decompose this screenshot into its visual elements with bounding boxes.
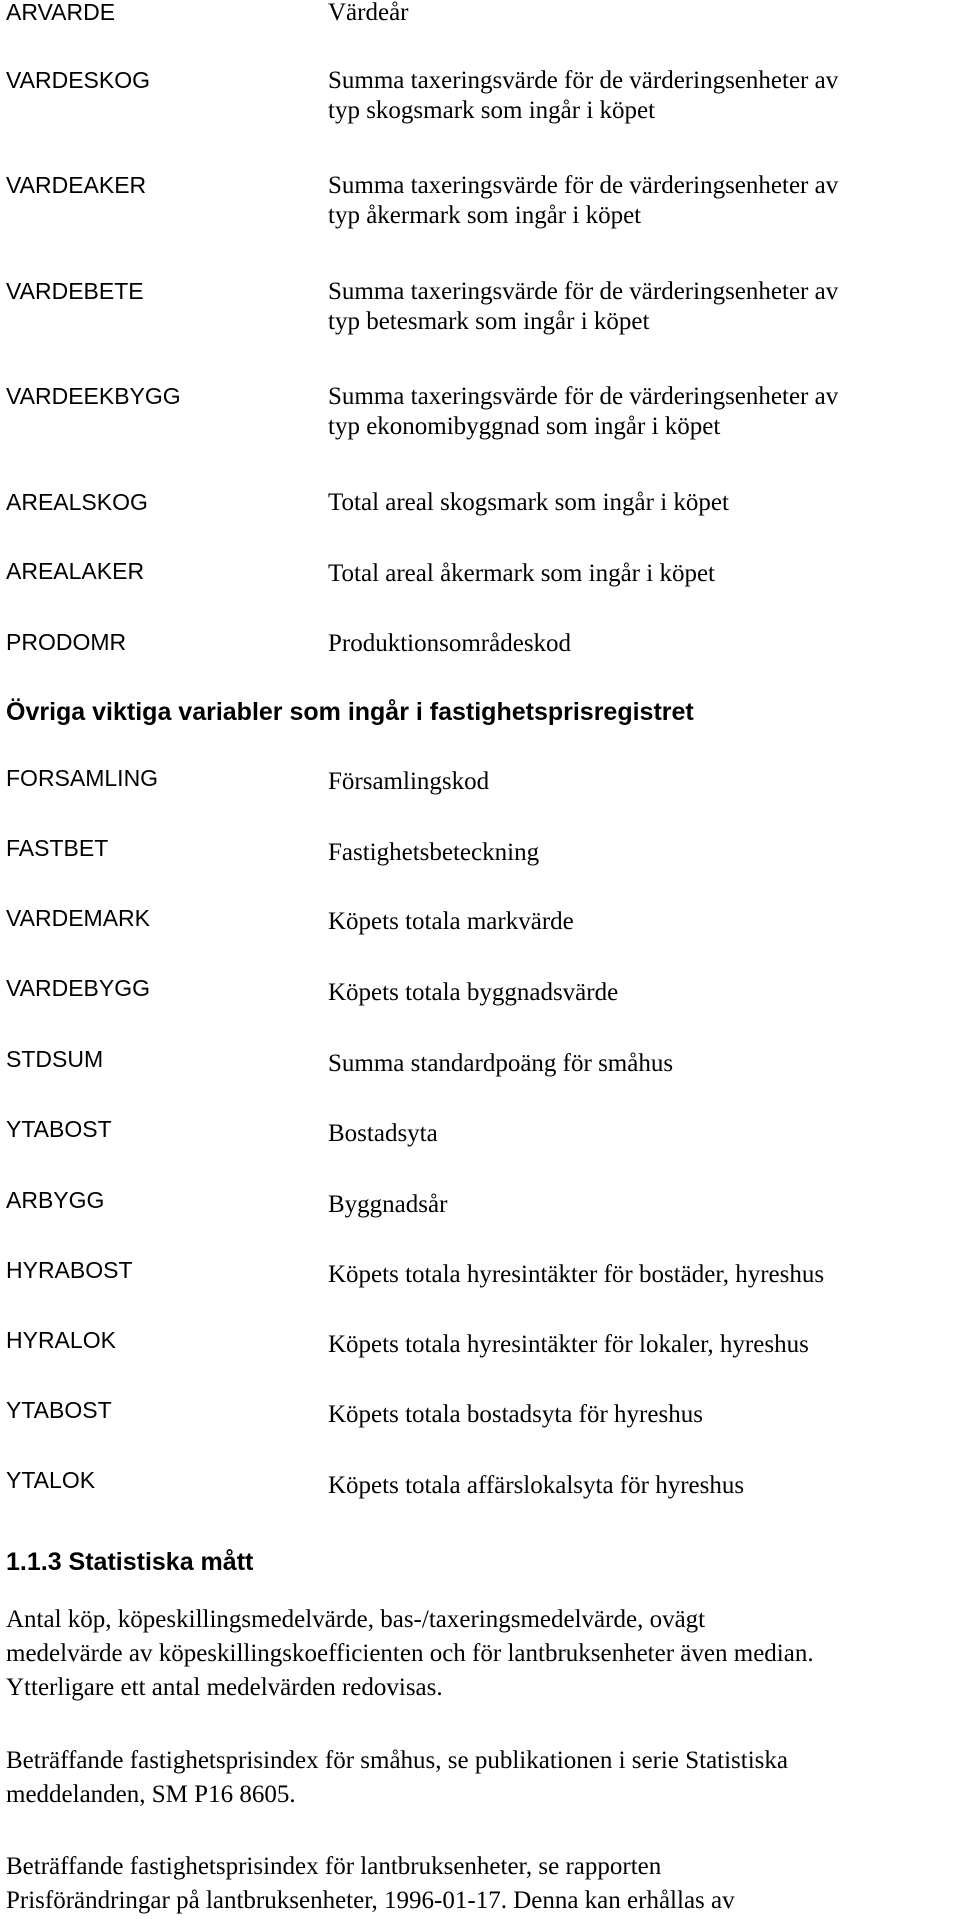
description-line: typ åkermark som ingår i köpet bbox=[328, 202, 642, 229]
variable-description: Köpets totala hyresintäkter för bostäder, hyreshus bbox=[328, 1261, 825, 1288]
variable-description bbox=[328, 488, 948, 518]
variable-code: HYRALOK bbox=[6, 1327, 116, 1353]
description-line: Summa taxeringsvärde för de värderingsenheter av bbox=[328, 278, 839, 305]
paragraph-line: Antal köp, köpeskillingsmedelvärde, bas-/taxeringsmedelvärde, ovägt bbox=[6, 1606, 706, 1633]
variable-code: VARDEBYGG bbox=[6, 975, 150, 1001]
variable-description bbox=[328, 382, 948, 442]
variable-code: YTALOK bbox=[6, 1467, 96, 1493]
variable-code: FORSAMLING bbox=[6, 765, 159, 791]
variable-code: YTABOST bbox=[6, 1397, 112, 1423]
variable-description bbox=[328, 559, 948, 589]
variable-description: Köpets totala bostadsyta för hyreshus bbox=[328, 1401, 703, 1428]
variable-description bbox=[328, 277, 948, 337]
paragraph bbox=[6, 1744, 956, 1812]
variable-code: PRODOMR bbox=[6, 629, 127, 655]
description-line: Summa taxeringsvärde för de värderingsenheter av bbox=[328, 172, 839, 199]
description-line: typ betesmark som ingår i köpet bbox=[328, 308, 650, 335]
paragraph-line: Beträffande fastighetsprisindex för lantbruksenheter, se rapporten bbox=[6, 1853, 662, 1880]
variable-description bbox=[328, 171, 948, 231]
variable-description: Församlingskod bbox=[328, 768, 490, 795]
description-line: Summa taxeringsvärde för de värderingsenheter av bbox=[328, 383, 839, 410]
variable-description bbox=[328, 0, 948, 28]
variable-code: YTABOST bbox=[6, 1116, 112, 1142]
description-line: Total areal skogsmark som ingår i köpet bbox=[328, 489, 729, 516]
paragraph bbox=[6, 1850, 956, 1918]
variable-code: VARDEMARK bbox=[6, 905, 150, 931]
variable-description: Byggnadsår bbox=[328, 1191, 448, 1218]
variable-code: AREALSKOG bbox=[6, 489, 148, 515]
variable-code: FASTBET bbox=[6, 835, 109, 861]
paragraph-line: meddelanden, SM P16 8605. bbox=[6, 1781, 296, 1808]
variable-description: Summa standardpoäng för småhus bbox=[328, 1050, 674, 1077]
variable-code: VARDEBETE bbox=[6, 278, 144, 304]
variable-description: Köpets totala hyresintäkter för lokaler, hyreshus bbox=[328, 1331, 809, 1358]
variable-code: HYRABOST bbox=[6, 1257, 133, 1283]
variable-code: STDSUM bbox=[6, 1046, 104, 1072]
variable-description: Köpets totala affärslokalsyta för hyreshus bbox=[328, 1472, 745, 1499]
variable-description bbox=[328, 66, 948, 126]
variable-description: Bostadsyta bbox=[328, 1120, 438, 1147]
description-line: Total areal åkermark som ingår i köpet bbox=[328, 560, 715, 587]
description-line: Produktionsområdeskod bbox=[328, 630, 572, 657]
variable-code: AREALAKER bbox=[6, 558, 145, 584]
paragraph-line: Prisförändringar på lantbruksenheter, 1996-01-17. Denna kan erhållas av bbox=[6, 1887, 735, 1914]
variable-code: VARDEAKER bbox=[6, 172, 147, 198]
description-line: typ skogsmark som ingår i köpet bbox=[328, 97, 656, 124]
variable-description bbox=[328, 629, 948, 659]
variable-description: Köpets totala markvärde bbox=[328, 908, 574, 935]
variable-description: Fastighetsbeteckning bbox=[328, 839, 540, 866]
variable-description: Köpets totala byggnadsvärde bbox=[328, 979, 619, 1006]
section-heading: Övriga viktiga variabler som ingår i fastighetsprisregistret bbox=[6, 698, 694, 726]
variable-code: ARVARDE bbox=[6, 0, 116, 25]
paragraph-line: medelvärde av köpeskillingskoefficienten och för lantbruksenheter även median. bbox=[6, 1640, 814, 1667]
variable-code: ARBYGG bbox=[6, 1187, 105, 1213]
description-line: Värdeår bbox=[328, 0, 409, 26]
paragraph-line: Beträffande fastighetsprisindex för småhus, se publikationen i serie Statistiska bbox=[6, 1747, 789, 1774]
variable-code: VARDEEKBYGG bbox=[6, 383, 181, 409]
variable-code: VARDESKOG bbox=[6, 67, 150, 93]
description-line: Summa taxeringsvärde för de värderingsenheter av bbox=[328, 67, 839, 94]
subsection-heading: 1.1.3 Statistiska mått bbox=[6, 1548, 254, 1576]
paragraph bbox=[6, 1603, 956, 1705]
paragraph-line: Ytterligare ett antal medelvärden redovisas. bbox=[6, 1674, 443, 1701]
description-line: typ ekonomibyggnad som ingår i köpet bbox=[328, 413, 721, 440]
